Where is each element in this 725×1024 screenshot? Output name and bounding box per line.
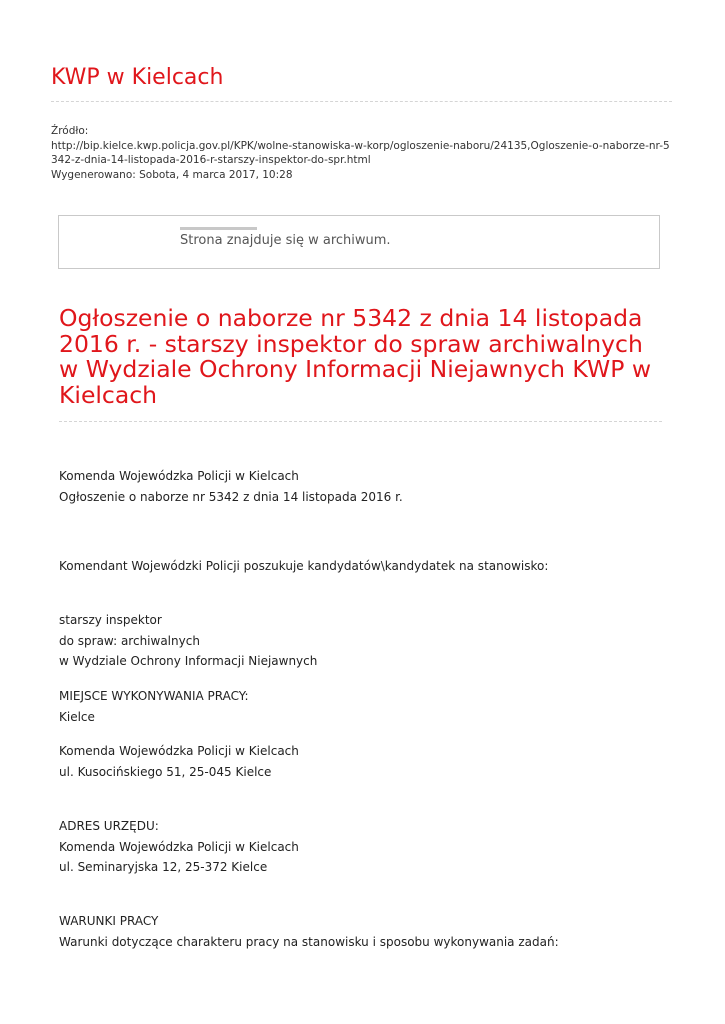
workplace-address-block: [59, 741, 299, 782]
archive-notice-text: Strona znajduje się w archiwum.: [180, 233, 391, 248]
source-meta: [51, 124, 676, 182]
title-divider: [59, 421, 662, 422]
archive-bar: [180, 227, 257, 230]
search-block: [59, 556, 548, 577]
intro-line-2: Ogłoszenie o naborze nr 5342 z dnia 14 listopada 2016 r.: [59, 489, 403, 504]
source-url-line-2: 342-z-dnia-14-listopada-2016-r-starszy-inspektor-do-spr.html: [51, 154, 371, 166]
workplace-org: Komenda Wojewódzka Policji w Kielcach: [59, 744, 299, 758]
archive-notice: [58, 215, 660, 269]
search-line: Komendant Wojewódzki Policji poszukuje kandydatów\kandydatek na stanowisko:: [59, 559, 549, 573]
conditions-line: Warunki dotyczące charakteru pracy na stanowisku i sposobu wykonywania zadań:: [59, 934, 559, 949]
conditions-label: WARUNKI PRACY: [59, 914, 159, 928]
workplace-label: MIEJSCE WYKONYWANIA PRACY:: [59, 689, 249, 703]
office-block: [59, 816, 299, 878]
position-block: [59, 610, 317, 672]
site-title: KWP w Kielcach: [51, 65, 224, 90]
workplace-city: Kielce: [59, 709, 95, 724]
source-label: Źródło:: [51, 125, 89, 137]
article-title: Ogłoszenie o naborze nr 5342 z dnia 14 listopada 2016 r. - starszy inspektor do spraw archiwalnych w Wydziale Ochrony Informacji Niejawnych KWP w Kielcach: [59, 304, 652, 409]
intro-block: [59, 466, 403, 507]
office-address: ul. Seminaryjska 12, 25-372 Kielce: [59, 860, 268, 874]
office-label: ADRES URZĘDU:: [59, 819, 159, 833]
position-line-2: do spraw: archiwalnych: [59, 633, 200, 648]
position-line-1: starszy inspektor: [59, 613, 162, 627]
header-divider: [51, 101, 672, 102]
source-url-line-1: http://bip.kielce.kwp.policja.gov.pl/KPK/wolne-stanowiska-w-korp/ogloszenie-naboru/24135,Ogloszenie-o-naborze-nr-5: [51, 139, 670, 152]
intro-line-1: Komenda Wojewódzka Policji w Kielcach: [59, 469, 299, 483]
generated-timestamp: Wygenerowano: Sobota, 4 marca 2017, 10:28: [51, 168, 293, 181]
position-line-3: w Wydziale Ochrony Informacji Niejawnych: [59, 654, 318, 668]
office-org: Komenda Wojewódzka Policji w Kielcach: [59, 839, 299, 854]
workplace-address: ul. Kusocińskiego 51, 25-045 Kielce: [59, 764, 272, 779]
conditions-block: [59, 911, 559, 952]
workplace-block: [59, 686, 249, 727]
